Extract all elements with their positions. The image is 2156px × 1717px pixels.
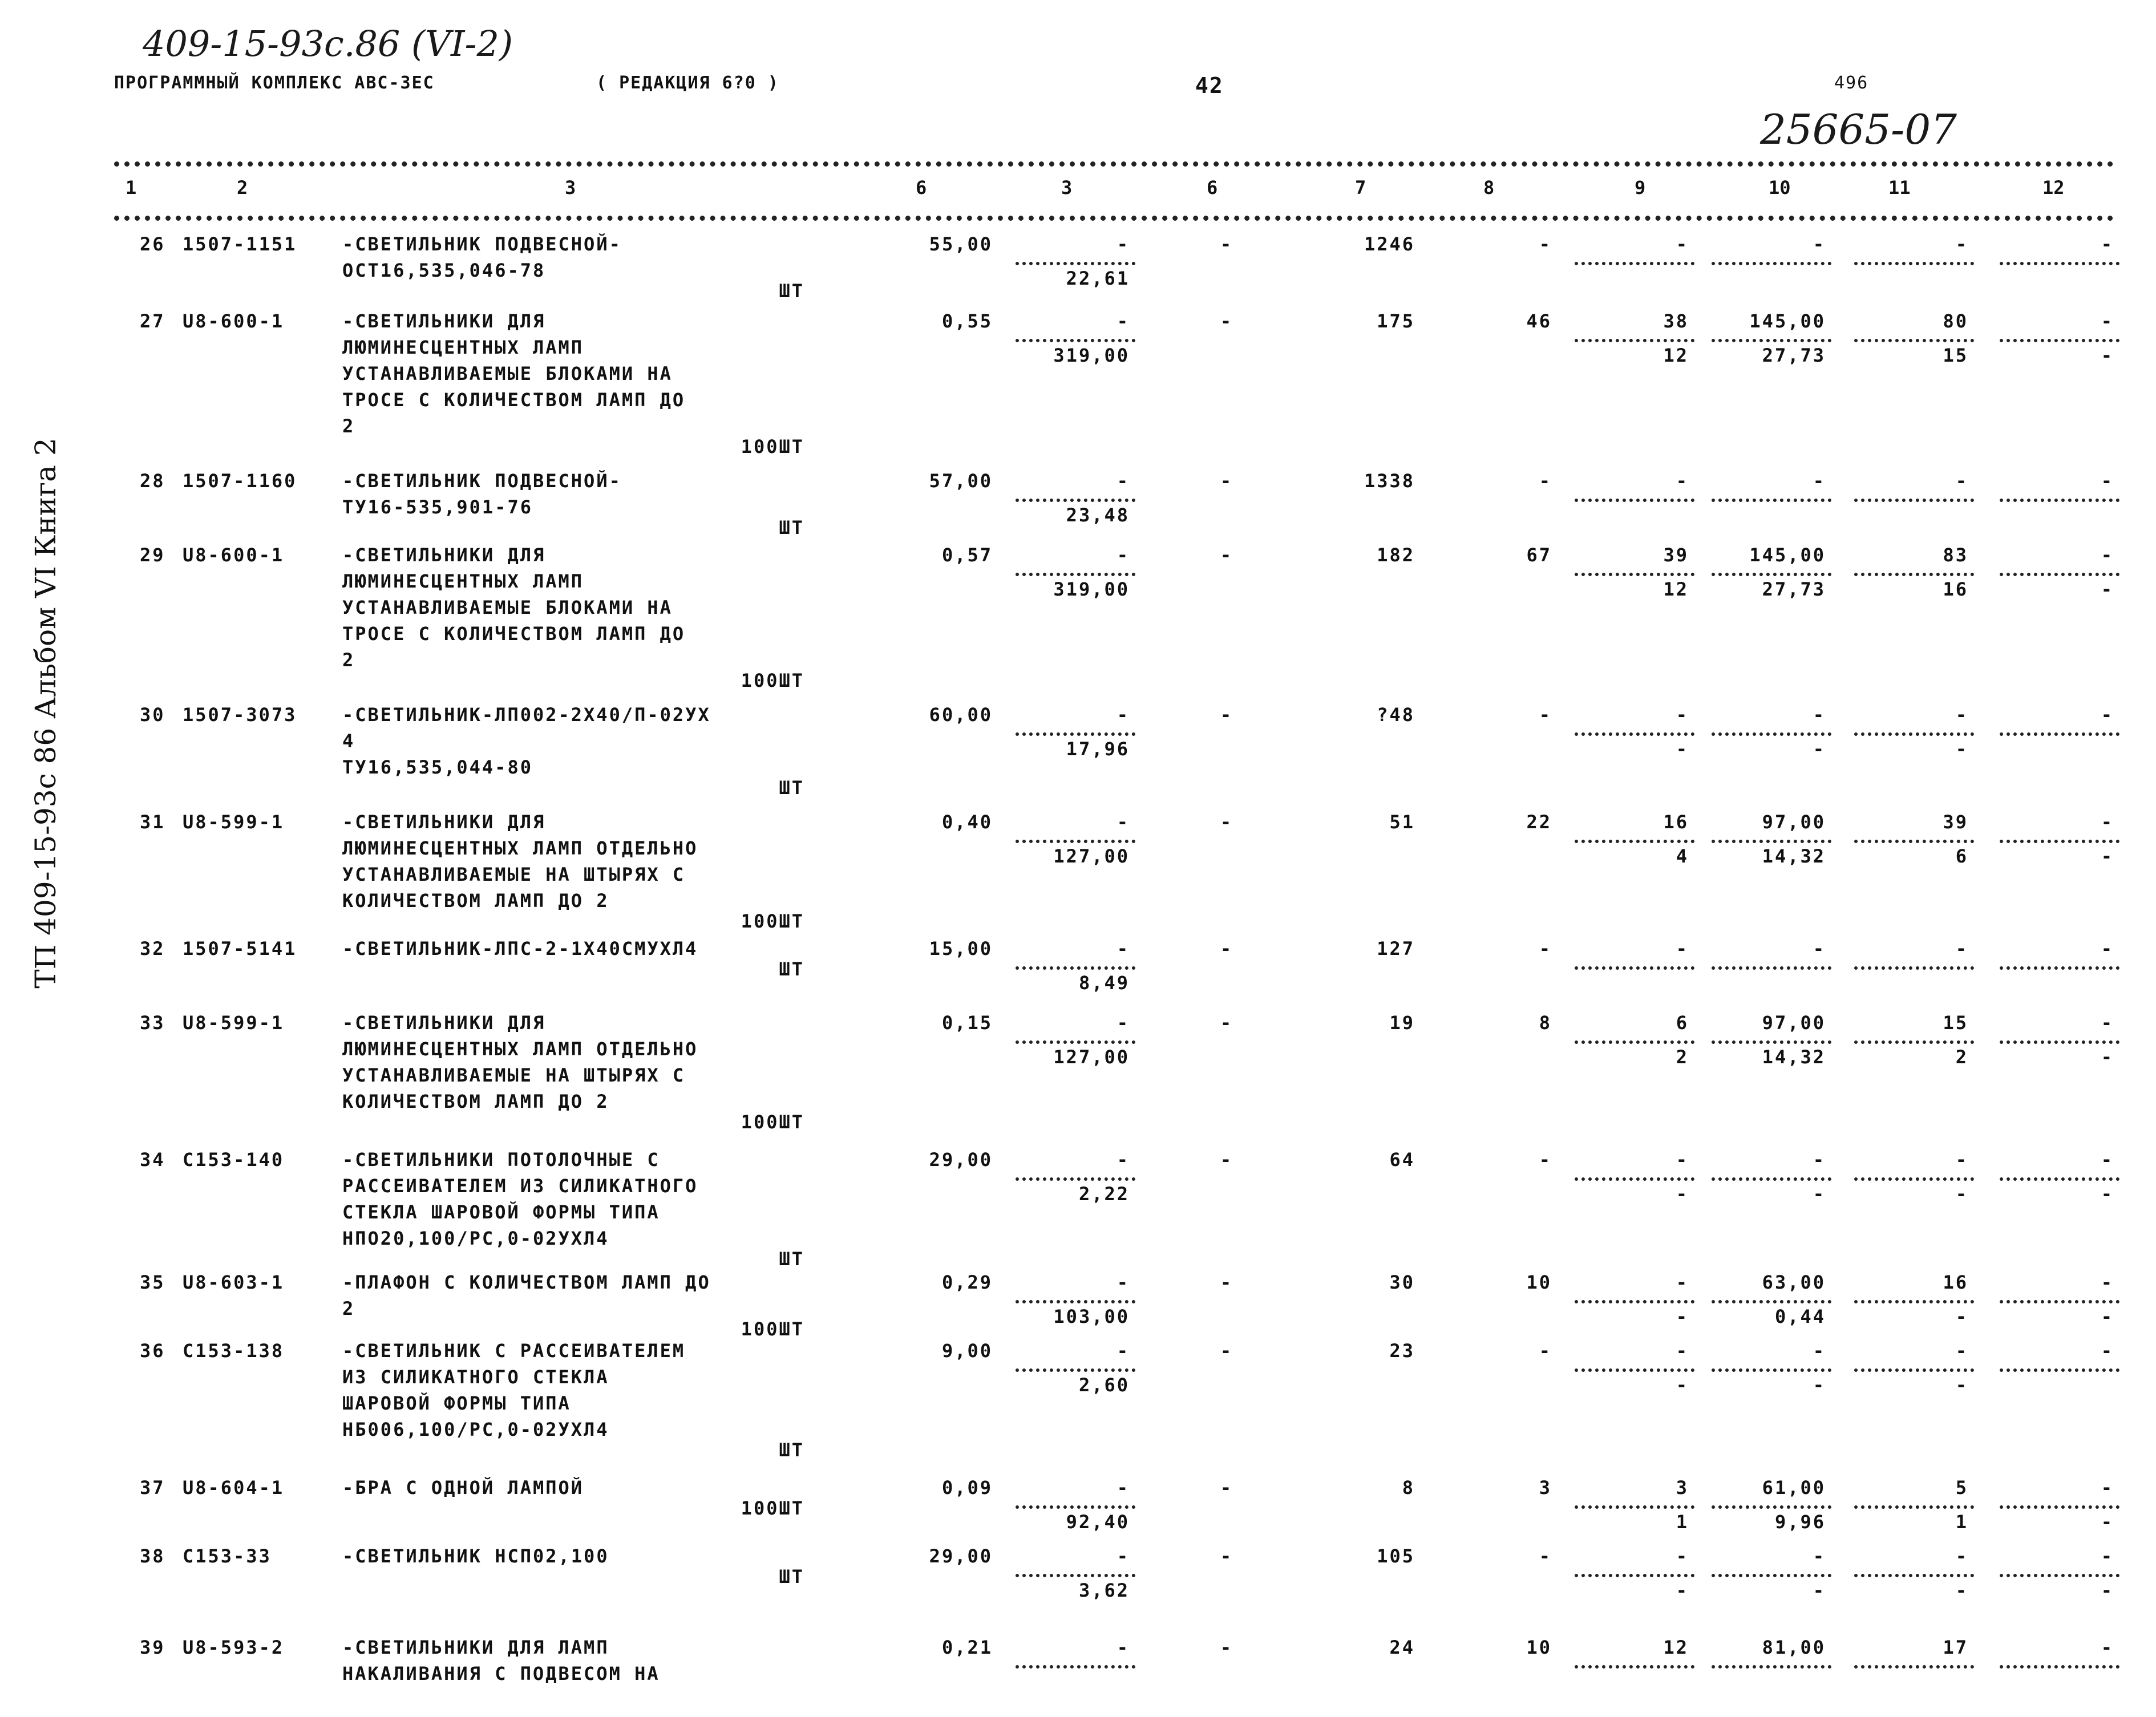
cost-top: - (1117, 1477, 1130, 1499)
description-line: УСТАНАВЛИВАЕМЫЕ НА ШТЫРЯХ С (342, 1064, 686, 1086)
description-line: 2 (342, 1298, 355, 1319)
cost-top: - (1117, 470, 1130, 492)
col-header-9: 9 (1635, 177, 1646, 199)
col8-value: - (1539, 1545, 1552, 1567)
col9-bottom: 12 (1663, 345, 1689, 366)
quantity: 15,00 (929, 938, 993, 959)
col11-separator (1854, 499, 1974, 502)
col-header-2: 2 (237, 177, 248, 199)
description-line: ЛЮМИНЕСЦЕНТНЫХ ЛАМП (342, 337, 584, 358)
col12-separator (2000, 262, 2119, 265)
col12-separator (2000, 966, 2119, 970)
col10-top: - (1813, 1545, 1826, 1567)
unit-label: 100ШТ (741, 436, 804, 457)
col9-bottom: 2 (1676, 1046, 1689, 1068)
col12-top: - (2101, 704, 2114, 726)
col7-value: 182 (1377, 544, 1415, 566)
cost-bottom: 127,00 (1053, 845, 1130, 867)
col11-bottom: 2 (1955, 1046, 1968, 1068)
program-complex-line: ПРОГРАММНЫЙ КОМПЛЕКС АВС-3ЕС (114, 73, 435, 93)
col8-value: - (1539, 470, 1552, 492)
col7-value: 175 (1377, 310, 1415, 332)
quantity: 0,40 (941, 811, 993, 833)
norm-code: 1507-3073 (183, 704, 297, 726)
col11-bottom: 6 (1955, 845, 1968, 867)
quantity: 0,15 (941, 1012, 993, 1034)
quantity: 0,21 (941, 1637, 993, 1658)
cost-top: - (1117, 811, 1130, 833)
row-number: 28 (140, 470, 165, 492)
cost-bottom: 8,49 (1078, 972, 1130, 994)
col6-value: - (1220, 1149, 1233, 1171)
col11-top: 5 (1955, 1477, 1968, 1499)
col9-top: - (1676, 938, 1689, 959)
col11-top: 80 (1943, 310, 1968, 332)
col7-value: ?48 (1377, 704, 1415, 726)
cost-top: - (1117, 233, 1130, 255)
col12-bottom: - (2101, 1183, 2114, 1205)
col8-value: 67 (1526, 544, 1552, 566)
col11-bottom: - (1955, 1183, 1968, 1205)
col9-top: 6 (1676, 1012, 1689, 1034)
col-header-7: 7 (1355, 177, 1366, 199)
row-number: 32 (140, 938, 165, 959)
handwritten-document-code: 409-15-93с.86 (VI-2) (143, 23, 513, 64)
col12-separator (2000, 1665, 2119, 1669)
col11-top: - (1955, 1545, 1968, 1567)
col12-top: - (2101, 544, 2114, 566)
handwritten-inventory-number: 25665-07 (1760, 106, 1957, 153)
col10-separator (1712, 1665, 1831, 1669)
norm-code: U8-593-2 (183, 1637, 285, 1658)
col9-top: - (1676, 1340, 1689, 1362)
col9-bottom: - (1676, 1580, 1689, 1601)
col8-value: - (1539, 704, 1552, 726)
description-line: -БРА С ОДНОЙ ЛАМПОЙ (342, 1477, 584, 1499)
col6-value: - (1220, 544, 1233, 566)
col11-bottom: - (1955, 1306, 1968, 1327)
description-line: -СВЕТИЛЬНИК ПОДВЕСНОЙ- (342, 470, 622, 492)
norm-code: U8-600-1 (183, 310, 285, 332)
description-line: ШАРОВОЙ ФОРМЫ ТИПА (342, 1392, 571, 1414)
col12-top: - (2101, 1271, 2114, 1293)
norm-code: 1507-5141 (183, 938, 297, 959)
description-line: ТУ16,535,044-80 (342, 756, 533, 778)
col11-top: - (1955, 233, 1968, 255)
col12-top: - (2101, 1637, 2114, 1658)
col8-value: 22 (1526, 811, 1552, 833)
col10-top: - (1813, 1340, 1826, 1362)
quantity: 0,55 (941, 310, 993, 332)
description-line: ИЗ СИЛИКАТНОГО СТЕКЛА (342, 1366, 609, 1388)
col12-top: - (2101, 470, 2114, 492)
col11-separator (1854, 262, 1974, 265)
description-line: НБ006,100/РС,0-02УХЛ4 (342, 1419, 609, 1440)
col11-top: 83 (1943, 544, 1968, 566)
col12-separator (2000, 732, 2119, 736)
description-line: -СВЕТИЛЬНИКИ ДЛЯ (342, 544, 546, 566)
unit-label: 100ШТ (741, 1318, 804, 1340)
col12-separator (2000, 499, 2119, 502)
col6-value: - (1220, 1340, 1233, 1362)
col7-value: 19 (1389, 1012, 1415, 1034)
description-line: -СВЕТИЛЬНИКИ ДЛЯ (342, 1012, 546, 1034)
col7-value: 51 (1389, 811, 1415, 833)
col10-separator (1712, 966, 1831, 970)
cost-bottom: 127,00 (1053, 1046, 1130, 1068)
cost-bottom: 23,48 (1066, 504, 1130, 526)
col9-top: - (1676, 470, 1689, 492)
description-line: УСТАНАВЛИВАЕМЫЕ БЛОКАМИ НА (342, 597, 673, 618)
row-number: 31 (140, 811, 165, 833)
description-line: ТРОСЕ С КОЛИЧЕСТВОМ ЛАМП ДО (342, 389, 686, 411)
col6-value: - (1220, 1271, 1233, 1293)
cost-bottom: 3,62 (1078, 1580, 1130, 1601)
col10-top: - (1813, 1149, 1826, 1171)
col11-bottom: - (1955, 738, 1968, 760)
col6-value: - (1220, 704, 1233, 726)
col11-top: - (1955, 1149, 1968, 1171)
description-line: ЛЮМИНЕСЦЕНТНЫХ ЛАМП ОТДЕЛЬНО (342, 837, 698, 859)
norm-code: 1507-1151 (183, 233, 297, 255)
unit-label: ШТ (779, 517, 804, 538)
col10-bottom: 14,32 (1762, 1046, 1826, 1068)
col7-value: 127 (1377, 938, 1415, 959)
norm-code: С153-140 (183, 1149, 285, 1171)
row-number: 36 (140, 1340, 165, 1362)
col11-top: - (1955, 470, 1968, 492)
col7-value: 64 (1389, 1149, 1415, 1171)
description-line: УСТАНАВЛИВАЕМЫЕ НА ШТЫРЯХ С (342, 864, 686, 885)
description-line: -СВЕТИЛЬНИКИ ДЛЯ ЛАМП (342, 1637, 609, 1658)
cost-top: - (1117, 544, 1130, 566)
norm-code: 1507-1160 (183, 470, 297, 492)
col11-bottom: 16 (1943, 578, 1968, 600)
col11-bottom: 1 (1955, 1511, 1968, 1533)
description-line: -СВЕТИЛЬНИК НСП02,100 (342, 1545, 609, 1567)
cost-bottom: 2,60 (1078, 1374, 1130, 1396)
cost-top: - (1117, 1271, 1130, 1293)
col9-bottom: - (1676, 1374, 1689, 1396)
col9-top: 12 (1663, 1637, 1689, 1658)
col9-separator (1575, 1665, 1694, 1669)
row-number: 35 (140, 1271, 165, 1293)
edition-label: ( РЕДАКЦИЯ 6?0 ) (596, 73, 779, 93)
description-line: -ПЛАФОН С КОЛИЧЕСТВОМ ЛАМП ДО (342, 1271, 711, 1293)
col10-separator (1712, 499, 1831, 502)
row-number: 34 (140, 1149, 165, 1171)
col10-top: 61,00 (1762, 1477, 1826, 1499)
col9-separator (1575, 499, 1694, 502)
col9-top: - (1676, 1545, 1689, 1567)
norm-code: С153-138 (183, 1340, 285, 1362)
description-line: РАССЕИВАТЕЛЕМ ИЗ СИЛИКАТНОГО (342, 1175, 698, 1197)
col11-top: 39 (1943, 811, 1968, 833)
norm-code: U8-599-1 (183, 811, 285, 833)
description-line: СТЕКЛА ШАРОВОЙ ФОРМЫ ТИПА (342, 1201, 660, 1223)
col12-bottom: - (2101, 1580, 2114, 1601)
col12-top: - (2101, 1012, 2114, 1034)
side-album-label: ТП 409-15-93с 86 Альбом VI Книга 2 (29, 438, 62, 989)
cost-top: - (1117, 1012, 1130, 1034)
unit-label: ШТ (779, 1439, 804, 1461)
row-number: 39 (140, 1637, 165, 1658)
col9-top: 16 (1663, 811, 1689, 833)
quantity: 0,29 (941, 1271, 993, 1293)
col11-bottom: 15 (1943, 345, 1968, 366)
description-line: УСТАНАВЛИВАЕМЫЕ БЛОКАМИ НА (342, 363, 673, 384)
col10-top: - (1813, 704, 1826, 726)
col8-value: - (1539, 1340, 1552, 1362)
col9-top: 38 (1663, 310, 1689, 332)
col12-bottom: - (2101, 1511, 2114, 1533)
col7-value: 30 (1389, 1271, 1415, 1293)
col10-top: - (1813, 470, 1826, 492)
col10-top: 63,00 (1762, 1271, 1826, 1293)
col11-bottom: - (1955, 1580, 1968, 1601)
description-line: 2 (342, 649, 355, 671)
col10-separator (1712, 262, 1831, 265)
cost-bottom: 103,00 (1053, 1306, 1130, 1327)
cost-bottom: 2,22 (1078, 1183, 1130, 1205)
cost-top: - (1117, 1545, 1130, 1567)
col9-top: - (1676, 1271, 1689, 1293)
description-line: ЛЮМИНЕСЦЕНТНЫХ ЛАМП (342, 570, 584, 592)
row-number: 37 (140, 1477, 165, 1499)
col12-separator (2000, 1368, 2119, 1372)
col9-bottom: - (1676, 738, 1689, 760)
col9-separator (1575, 262, 1694, 265)
col8-value: - (1539, 233, 1552, 255)
col9-bottom: 12 (1663, 578, 1689, 600)
cost-top: - (1117, 704, 1130, 726)
col8-value: 10 (1526, 1271, 1552, 1293)
quantity: 57,00 (929, 470, 993, 492)
col-header-5: 3 (1061, 177, 1073, 199)
col-header-1: 1 (126, 177, 137, 199)
quantity: 29,00 (929, 1545, 993, 1567)
col12-bottom: - (2101, 1046, 2114, 1068)
col-header-10: 10 (1769, 177, 1791, 199)
description-line: КОЛИЧЕСТВОМ ЛАМП ДО 2 (342, 890, 609, 912)
col10-bottom: 14,32 (1762, 845, 1826, 867)
description-line: -СВЕТИЛЬНИК-ЛП002-2X40/П-02УХ (342, 704, 711, 726)
col8-value: 46 (1526, 310, 1552, 332)
col11-top: - (1955, 938, 1968, 959)
col9-separator (1575, 966, 1694, 970)
sheet-number: 496 (1834, 73, 1869, 93)
description-line: ТУ16-535,901-76 (342, 496, 533, 518)
cost-bottom: 17,96 (1066, 738, 1130, 760)
col12-top: - (2101, 1477, 2114, 1499)
unit-label: ШТ (779, 1248, 804, 1270)
description-line: НАКАЛИВАНИЯ С ПОДВЕСОМ НА (342, 1663, 660, 1684)
col10-bottom: - (1813, 1183, 1826, 1205)
col9-top: 3 (1676, 1477, 1689, 1499)
description-line: ТРОСЕ С КОЛИЧЕСТВОМ ЛАМП ДО (342, 623, 686, 645)
description-line: -СВЕТИЛЬНИК-ЛПС-2-1X40СМУХЛ4 (342, 938, 698, 959)
description-line: -СВЕТИЛЬНИК ПОДВЕСНОЙ- (342, 233, 622, 255)
table-header-rule (114, 216, 2114, 221)
col10-top: 97,00 (1762, 811, 1826, 833)
cost-top: - (1117, 1149, 1130, 1171)
quantity: 0,57 (941, 544, 993, 566)
quantity: 29,00 (929, 1149, 993, 1171)
col9-bottom: 4 (1676, 845, 1689, 867)
col9-top: - (1676, 233, 1689, 255)
col7-value: 8 (1402, 1477, 1415, 1499)
norm-code: U8-604-1 (183, 1477, 285, 1499)
col9-top: 39 (1663, 544, 1689, 566)
description-line: ЛЮМИНЕСЦЕНТНЫХ ЛАМП ОТДЕЛЬНО (342, 1038, 698, 1060)
unit-label: ШТ (779, 1566, 804, 1588)
col9-top: - (1676, 704, 1689, 726)
col9-bottom: 1 (1676, 1511, 1689, 1533)
col6-value: - (1220, 1012, 1233, 1034)
row-number: 29 (140, 544, 165, 566)
col9-top: - (1676, 1149, 1689, 1171)
norm-code: U8-603-1 (183, 1271, 285, 1293)
col11-top: 17 (1943, 1637, 1968, 1658)
col10-bottom: - (1813, 1580, 1826, 1601)
quantity: 0,09 (941, 1477, 993, 1499)
description-line: -СВЕТИЛЬНИК С РАССЕИВАТЕЛЕМ (342, 1340, 686, 1362)
col-header-8: 8 (1483, 177, 1495, 199)
col11-top: 15 (1943, 1012, 1968, 1034)
row-number: 38 (140, 1545, 165, 1567)
quantity: 55,00 (929, 233, 993, 255)
col7-value: 1246 (1364, 233, 1415, 255)
col6-value: - (1220, 233, 1233, 255)
col12-top: - (2101, 1149, 2114, 1171)
unit-label: ШТ (779, 777, 804, 799)
description-line: -СВЕТИЛЬНИКИ ПОТОЛОЧНЫЕ С (342, 1149, 660, 1171)
unit-label: 100ШТ (741, 1497, 804, 1519)
col7-value: 24 (1389, 1637, 1415, 1658)
col11-top: - (1955, 1340, 1968, 1362)
col8-value: 3 (1539, 1477, 1552, 1499)
description-line: 2 (342, 415, 355, 437)
col12-bottom: - (2101, 1306, 2114, 1327)
col-header-6: 6 (1207, 177, 1218, 199)
col11-separator (1854, 1665, 1974, 1669)
col7-value: 105 (1377, 1545, 1415, 1567)
unit-label: ШТ (779, 280, 804, 302)
cost-top: - (1117, 1637, 1130, 1658)
col11-top: - (1955, 704, 1968, 726)
col8-value: 8 (1539, 1012, 1552, 1034)
col9-bottom: - (1676, 1183, 1689, 1205)
col6-value: - (1220, 938, 1233, 959)
quantity: 60,00 (929, 704, 993, 726)
col10-top: 145,00 (1749, 310, 1826, 332)
cost-top: - (1117, 1340, 1130, 1362)
col11-bottom: - (1955, 1374, 1968, 1396)
col10-bottom: - (1813, 738, 1826, 760)
col12-bottom: - (2101, 345, 2114, 366)
norm-code: U8-600-1 (183, 544, 285, 566)
col10-top: 145,00 (1749, 544, 1826, 566)
row-number: 30 (140, 704, 165, 726)
col12-top: - (2101, 938, 2114, 959)
col11-top: 16 (1943, 1271, 1968, 1293)
unit-label: 100ШТ (741, 1111, 804, 1133)
col6-value: - (1220, 310, 1233, 332)
col12-top: - (2101, 811, 2114, 833)
col7-value: 23 (1389, 1340, 1415, 1362)
cost-bottom: 22,61 (1066, 268, 1130, 289)
unit-label: ШТ (779, 958, 804, 980)
col8-value: - (1539, 1149, 1552, 1171)
cost-top: - (1117, 938, 1130, 959)
unit-label: 100ШТ (741, 910, 804, 932)
col10-top: - (1813, 938, 1826, 959)
quantity: 9,00 (941, 1340, 993, 1362)
col-header-4: 6 (916, 177, 927, 199)
col6-value: - (1220, 470, 1233, 492)
col-header-12: 12 (2042, 177, 2065, 199)
col8-value: 10 (1526, 1637, 1552, 1658)
col10-top: - (1813, 233, 1826, 255)
cost-bottom: 319,00 (1053, 345, 1130, 366)
col12-top: - (2101, 1545, 2114, 1567)
row-number: 26 (140, 233, 165, 255)
col6-value: - (1220, 1477, 1233, 1499)
description-line: 4 (342, 730, 355, 752)
description-line: КОЛИЧЕСТВОМ ЛАМП ДО 2 (342, 1091, 609, 1112)
col9-bottom: - (1676, 1306, 1689, 1327)
col6-value: - (1220, 1637, 1233, 1658)
norm-code: U8-599-1 (183, 1012, 285, 1034)
col10-bottom: 27,73 (1762, 345, 1826, 366)
description-line: -СВЕТИЛЬНИКИ ДЛЯ (342, 811, 546, 833)
cost-bottom: 92,40 (1066, 1511, 1130, 1533)
description-line: НПО20,100/РС,0-02УХЛ4 (342, 1228, 609, 1249)
page-number: 42 (1195, 73, 1224, 98)
table-top-rule (114, 161, 2114, 167)
row-number: 27 (140, 310, 165, 332)
col12-top: - (2101, 233, 2114, 255)
norm-code: С153-33 (183, 1545, 272, 1567)
col12-bottom: - (2101, 578, 2114, 600)
description-line: ОСТ16,535,046-78 (342, 260, 546, 281)
col-header-11: 11 (1888, 177, 1911, 199)
col11-separator (1854, 966, 1974, 970)
col10-bottom: 0,44 (1774, 1306, 1826, 1327)
col10-bottom: 27,73 (1762, 578, 1826, 600)
cost-bottom: 319,00 (1053, 578, 1130, 600)
col6-value: - (1220, 1545, 1233, 1567)
col12-top: - (2101, 1340, 2114, 1362)
col8-value: - (1539, 938, 1552, 959)
unit-label: 100ШТ (741, 670, 804, 691)
cost-separator (1016, 1665, 1135, 1669)
row-number: 33 (140, 1012, 165, 1034)
col10-bottom: - (1813, 1374, 1826, 1396)
col10-top: 97,00 (1762, 1012, 1826, 1034)
description-line: -СВЕТИЛЬНИКИ ДЛЯ (342, 310, 546, 332)
col-header-3: 3 (565, 177, 576, 199)
col12-bottom: - (2101, 845, 2114, 867)
col6-value: - (1220, 811, 1233, 833)
col10-top: 81,00 (1762, 1637, 1826, 1658)
col12-top: - (2101, 310, 2114, 332)
col7-value: 1338 (1364, 470, 1415, 492)
cost-top: - (1117, 310, 1130, 332)
col10-bottom: 9,96 (1774, 1511, 1826, 1533)
